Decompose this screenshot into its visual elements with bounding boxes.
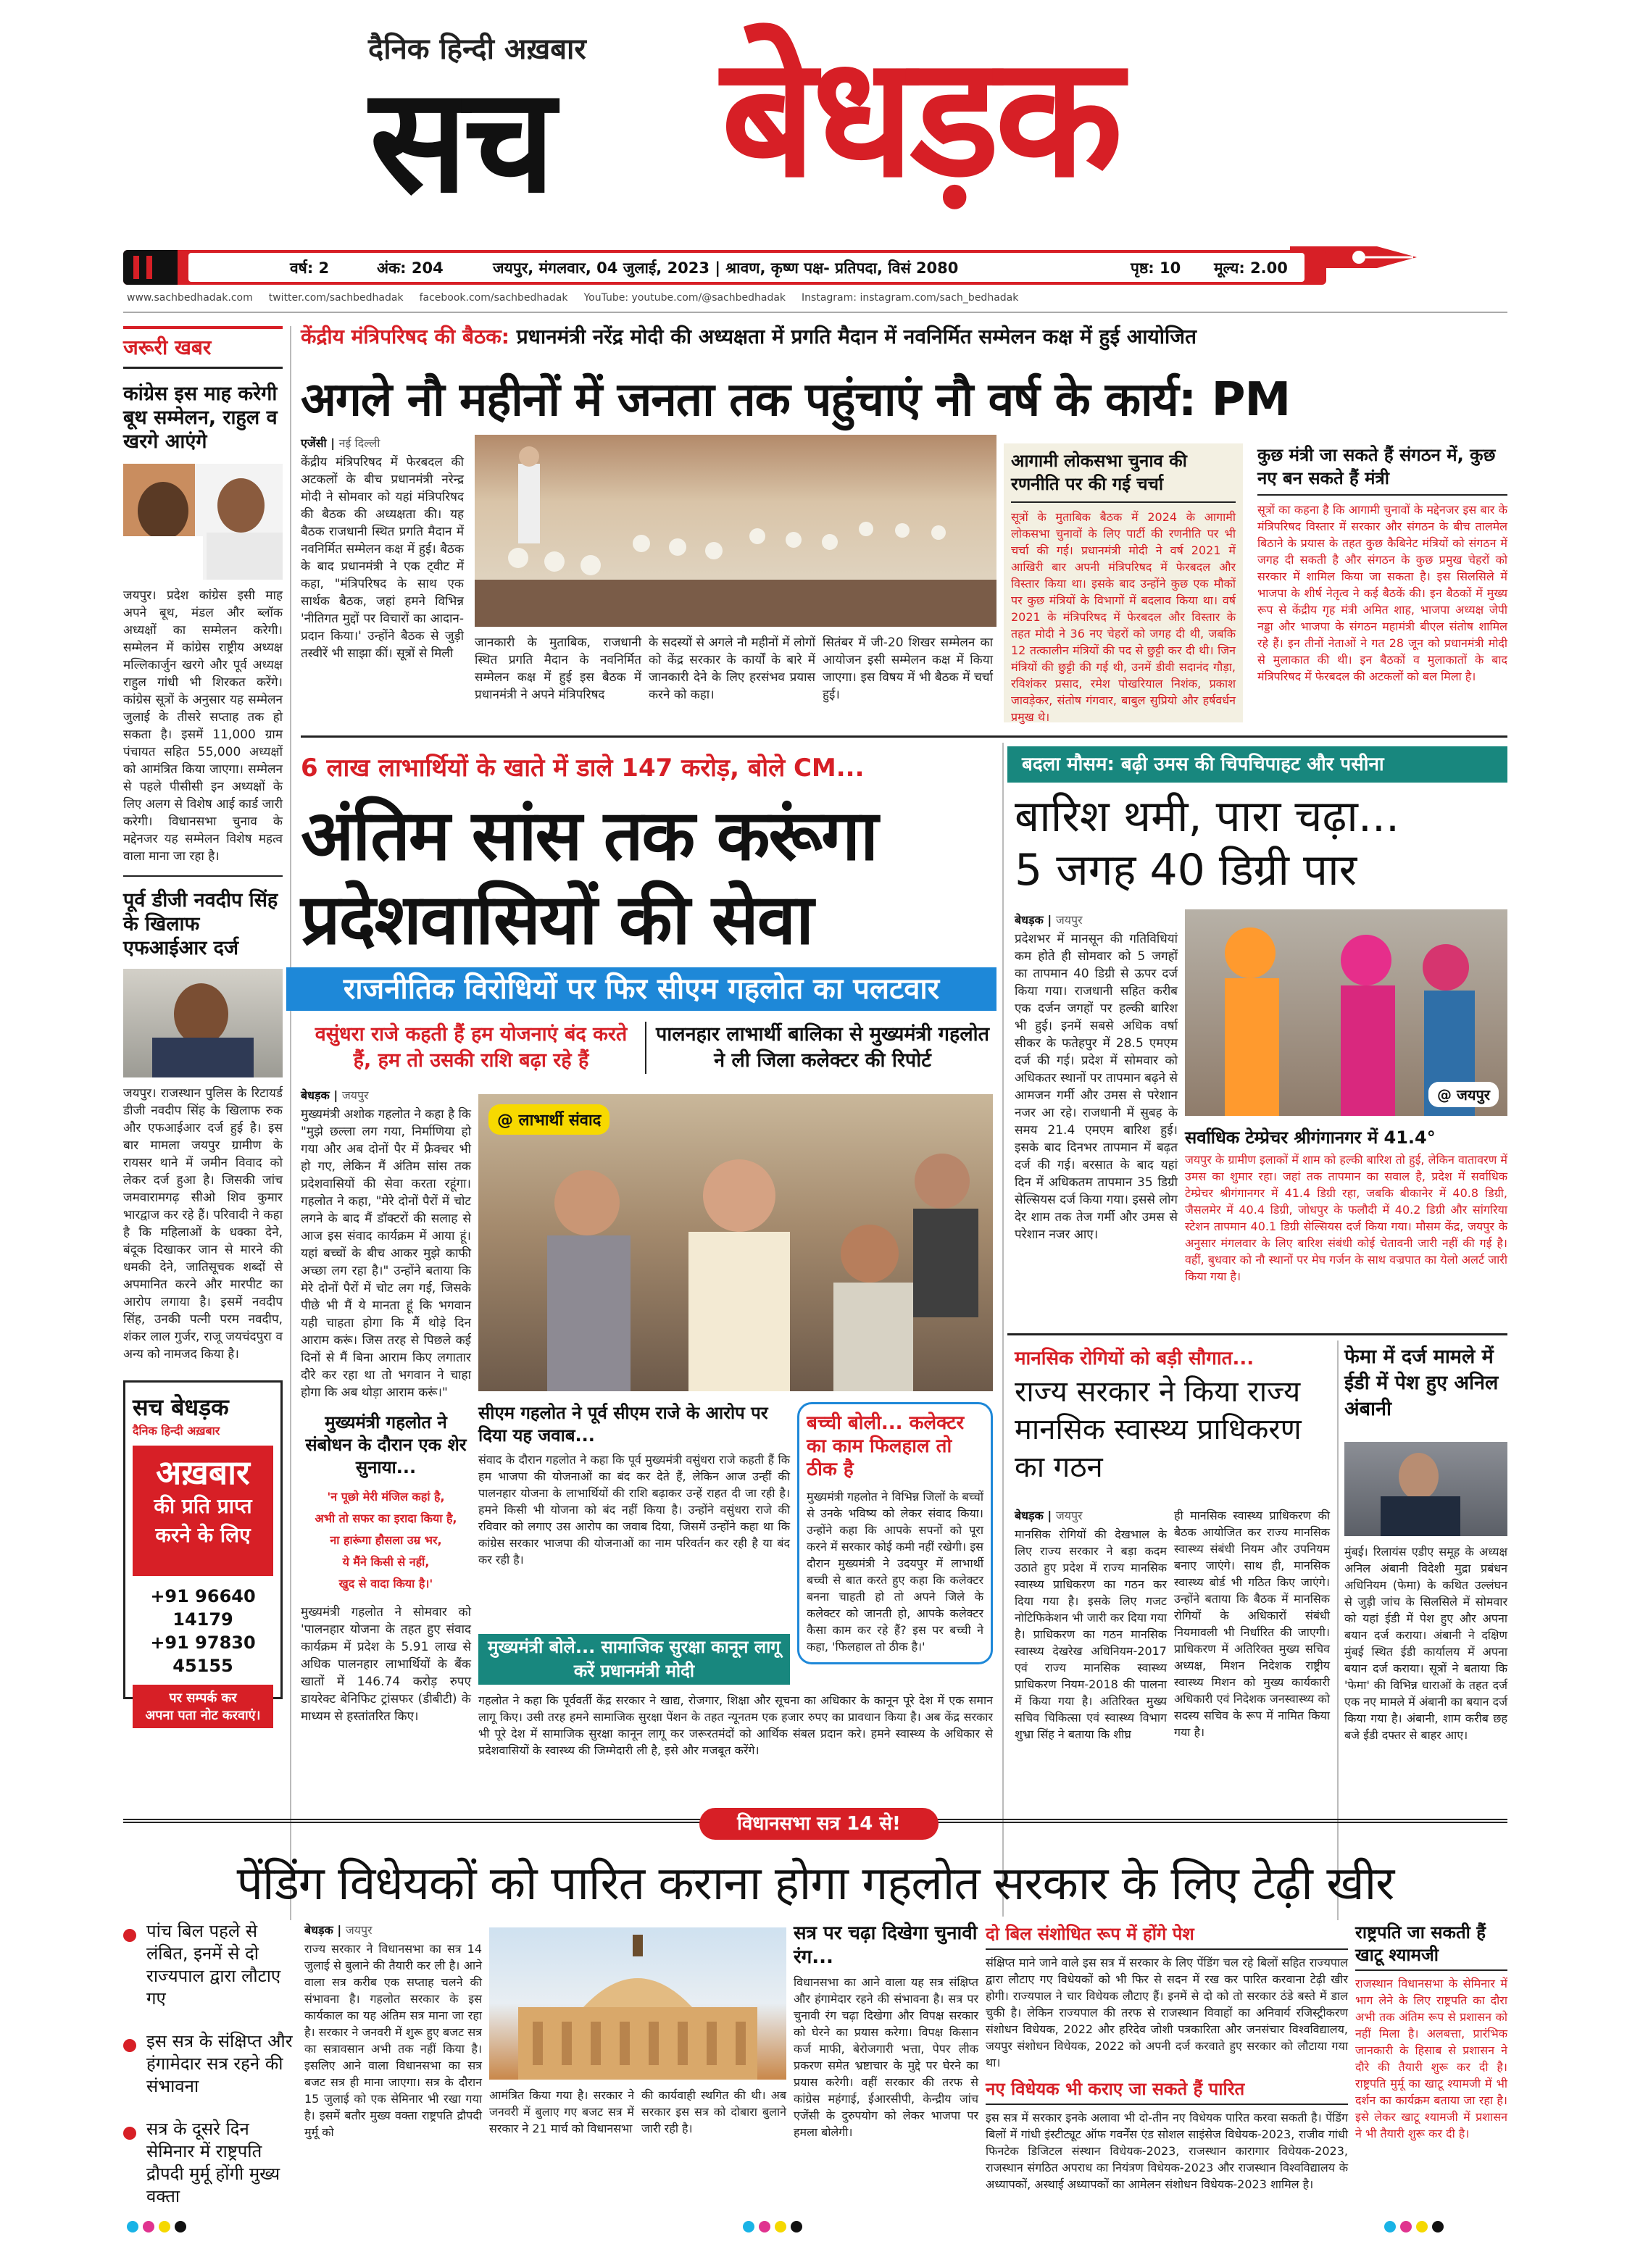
gehlot-sub1: वसुंधरा राजे कहती हैं हम योजनाएं बंद करते हैं, हम तो उसकी राशि बढ़ा रहे हैं <box>315 1023 628 1072</box>
instagram-link[interactable]: Instagram: instagram.com/sach_bedhadak <box>802 292 1019 304</box>
page-count: पृष्ठ: 10 <box>1131 259 1181 277</box>
weather-headline: बारिश थमी, पारा चढ़ा... 5 जगह 40 डिग्री पार <box>1015 791 1400 896</box>
navdeep-singh-photo <box>123 969 283 1077</box>
divider <box>123 312 1507 313</box>
president-body: राजस्थान विधानसभा के सेमिनार में भाग लेने के लिए राष्ट्रपति का दौरा अभी तक अंतिम रूप से प्रशासन को नहीं मिला है। अलबत्ता, प्रारंभिक जानकारी के हिसाब से प्रशासन ने दौरे की तैयारी शुरू कर दी है। राष्ट्रपति मुर्मू का खाटू श्यामजी में भी दर्शन का कार्यक्रम बताया जा रहा है। इसे लेकर खाटू श्यामजी में प्रशासन ने भी तैयारी शुरू कर दी है। <box>1355 1977 1507 2140</box>
two-bills-body: संक्षिप्त माने जाने वाले इस सत्र में सरकार के लिए पेंडिंग चल रहे बिलों सहित राज्यपाल द्वारा लौटाए गए विधेयकों को भी फिर से सदन में रख कर पारित करवाना टेढ़ी खीर होगी। राज्यपाल ने चार विधेयक लौटाए हैं। इनमें से दो को तो सरकार ठंडे बस्ते में डाल चुकी है। लेकिन राज्यपाल की तरफ से राजस्थान विवाहों का अनिवार्य रजिस्ट्रीकरण संशोधन विधेयक, 2022 और हरिदेव जोशी पत्रकारिता और जनसंचार विश्वविद्यालय, जयपुर संशोधन विधेयक, 2022 को अपनी दर्ज करवाते हुए सरकार को लौटाया गया था। <box>986 1956 1348 2069</box>
mental-col2: ही मानसिक स्वास्थ्य प्राधिकरण की बैठक आयोजित कर राज्य मानसिक स्वास्थ्य संबंधी नियम और उपनियम बनाए जाएंगे। साथ ही, मानसिक स्वास्थ्य बोर्ड भी गठित किए जाएंगे। उन्होंने बताया कि बैठक में मानसिक रोगियों के अधिकारों संबंधी नियमावली भी निर्धारित की जाएगी। प्राधिकरण में अतिरिक्त मुख्य सचिव अध्यक्ष, मिशन निदेशक राष्ट्रीय स्वास्थ्य मिशन को मुख्य कार्यकारी अधिकारी एवं निदेशक जनस्वास्थ्य को सदस्य सचिव के रूप में नामित किया गया है। <box>1174 1509 1330 1739</box>
ministers-title: कुछ मंत्री जा सकते हैं संगठन में, कुछ नए बन सकते हैं मंत्री <box>1257 443 1507 496</box>
twitter-link[interactable]: twitter.com/sachbedhadak <box>268 292 404 304</box>
election-strategy-box <box>1004 443 1243 722</box>
lead-kicker: केंद्रीय मंत्रिपरिषद की बैठक: प्रधानमंत्री नरेंद्र मोदी की अध्यक्षता में प्रगति मैदान में नवनिर्मित सम्मेलन कक्ष में हुई आयोजित <box>301 325 1197 349</box>
mental-col1: मानसिक रोगियों की देखभाल के लिए राज्य सरकार ने बड़ा कदम उठाते हुए प्रदेश में राज्य मानसिक स्वास्थ्य प्राधिकरण का गठन कर दिया गया है। इसके लिए गजट नोटिफिकेशन भी जारी कर दिया गया है। प्राधिकरण का गठन मानसिक स्वास्थ्य देखरेख अधिनियम-2017 एवं राज्य मानसिक स्वास्थ्य प्राधिकरण नियम-2018 की पालना में किया गया है। अतिरिक्त मुख्य सचिव चिकित्सा एवं स्वास्थ्य विभाग शुभ्रा सिंह ने बताया कि शीघ्र <box>1015 1527 1167 1741</box>
dateline-bar <box>123 250 1326 285</box>
gehlot-banner: राजनीतिक विरोधियों पर फिर सीएम गहलोत का पलटवार <box>286 967 996 1011</box>
lead-col4: सितंबर में जी-20 शिखर सम्मेलन का आयोजन इसी सम्मेलन कक्ष में किया जाएगा। इस विषय में भी बैठक में चर्चा हुई। <box>823 635 993 702</box>
gehlot-col1: मुख्यमंत्री अशोक गहलोत ने कहा है कि "मुझे छल्ला लग गया, निर्माणिया हो गया और अब दोनों पैर में फ्रैक्चर भी हो गए, लेकिन मैं अंतिम सांस तक प्रदेशवासियों की सेवा करता रहूंगा। गहलोत ने कहा, "मेरे दोनों पैरों में चोट लगने के बाद मैं डॉक्टरों की सलाह से आज इस संवाद कार्यक्रम में आया हूं। यहां बच्चों के बीच आकर मुझे काफी अच्छा लग रहा है।" उन्होंने बताया कि मेरे दोनों पैरों में चोट लग गई, जिसके पीछे भी मैं ये मानता हूं कि भगवान यही चाहता होगा कि मैं थोड़े दिन आराम करूं। जिस तरह से पिछले कई दिनों से मैं बिना आराम किए लगातार दौरे कर रहा था तो भगवान ने चाहा होगा कि अब थोड़ा आराम करूं।" <box>301 1107 471 1400</box>
poem-heading: मुख्यमंत्री गहलोत ने संबोधन के दौरान एक शेर सुनाया... <box>305 1412 467 1477</box>
social-security-banner: मुख्यमंत्री बोले... सामाजिक सुरक्षा कानून लागू करें प्रधानमंत्री मोदी <box>478 1634 790 1685</box>
registration-marks-center <box>743 2221 807 2235</box>
lead-col2: जानकारी के मुताबिक, राजधानी स्थित प्रगति मैदान के नवनिर्मित सम्मेलन कक्ष में हुई इस बैठक में प्रधानमंत्री ने अपने मंत्रिपरिषद <box>475 635 641 702</box>
gehlot-sub2: पालनहार लाभार्थी बालिका से मुख्यमंत्री गहलोत ने ली जिला कलेक्टर की रिपोर्ट <box>655 1023 990 1072</box>
assembly-bullets <box>123 1920 301 2228</box>
assembly-col3: की कार्यवाही स्थगित की थी। अब सरकार इस सत्र को दोबारा बुलाने जारी रही है। <box>641 2088 786 2135</box>
lead-col1: केंद्रीय मंत्रिपरिषद में फेरबदल की अटकलों के बीच प्रधानमंत्री नरेन्द्र मोदी ने सोमवार को यहां मंत्रिपरिषद की बैठक की अध्यक्षता की। यह बैठक राजधानी स्थित प्रगति मैदान में नवनिर्मित सम्मेलन कक्ष में हुई। बैठक के बाद प्रधानमंत्री ने एक ट्वीट में कहा, "मंत्रिपरिषद के साथ एक सार्थक बैठक, जहां हमने विभिन्न 'नीतिगत मुद्दों पर विचारों का आदान-प्रदान किया।' उन्होंने बैठक से जुड़ी तस्वीरें भी साझा कीं। सूत्रों से मिली <box>301 455 464 661</box>
mental-kicker: मानसिक रोगियों को बड़ी सौगात... <box>1015 1348 1254 1369</box>
election-strategy-title: आगामी लोकसभा चुनाव की रणनीति पर की गई चर्चा <box>1011 449 1236 503</box>
youtube-link[interactable]: YouTube: youtube.com/@sachbedhadak <box>583 292 786 304</box>
assembly-building-photo <box>489 1927 786 2080</box>
assembly-headline: पेंडिंग विधेयकों को पारित कराना होगा गहलोत सरकार के लिए टेढ़ी खीर <box>236 1857 1394 1911</box>
tagline: दैनिक हिन्दी अख़बार <box>368 32 586 66</box>
two-bills-title: दो बिल संशोधित रूप में होंगे पेश <box>986 1922 1348 1950</box>
masthead-name-red: बेधड़क <box>721 21 1119 214</box>
issue: अंक: 204 <box>377 259 444 277</box>
photo-tag: @ लाभार्थी संवाद <box>488 1104 609 1135</box>
sidebar-story1-headline: कांग्रेस इस माह करेगी बूथ सम्मेलन, राहुल व खरगे आएंगे <box>123 383 278 453</box>
raje-reply-title: सीएम गहलोत ने पूर्व सीएम राजे के आरोप पर दिया यह जवाब... <box>478 1403 768 1446</box>
price: मूल्य: 2.00 <box>1214 259 1288 277</box>
new-bills-body: इस सत्र में सरकार इनके अलावा भी दो-तीन नए विधेयक पारित करवा सकती है। पेंडिंग बिलों में गांधी इंस्टीट्यूट ऑफ गवर्नेंस एंड सोशल साइंसेज विधेयक-2023, राजीव गांधी फिनटेक डिजिटल संस्थान विधेयक-2023, राजस्थान कारागार विधेयक-2023, राजस्थान संगठित अपराध का नियंत्रण विधेयक-2023 और राजस्थान विश्वविद्यालय के अध्यापकों, अस्थाई अध्यापकों का आमेलन संशोधन विधेयक-2023 शामिल है। <box>986 2111 1348 2191</box>
volume: वर्ष: 2 <box>290 259 330 277</box>
ad-line2: करने के लिए <box>155 1523 251 1547</box>
subscription-ad <box>123 1380 283 1723</box>
weather-body: प्रदेशभर में मानसून की गतिविधियां कम होते ही सोमवार को 5 जगहों का तापमान 40 डिग्री से ऊपर दर्ज किया गया। राजधानी सहित करीब एक दर्जन जगहों पर हल्की बारिश भी हुई। इनमें सबसे अधिक वर्षा सीकर के फतेहपुर में 28.5 एमएम दर्ज की गई। प्रदेश में सोमवार को अधिकतर स्थानों पर तापमान बढ़ने से आमजन गर्मी और उमस से परेशान नजर आ रहे। राजधानी में सुबह के समय 21.4 एमएम बारिश हुई। इसके बाद दिनभर तापमान में बढ़त दर्ज की गई। बरसात के बाद यहां दिन में अधिकतम तापमान 35 डिग्री सेल्सियस दर्ज किया गया। इससे लोग देर शाम तक तेज गर्मी और उमस से परेशान नजर आए। <box>1015 932 1178 1242</box>
social-links <box>127 292 1018 304</box>
mental-headline: राज्य सरकार ने किया राज्य मानसिक स्वास्थ्य प्राधिकरण का गठन <box>1015 1375 1302 1484</box>
website-link[interactable]: www.sachbedhadak.com <box>127 292 253 304</box>
divider <box>301 735 1507 738</box>
anil-ambani-photo <box>1344 1442 1507 1536</box>
poem: 'न पूछो मेरी मंजिल कहां है, अभी तो सफर का इरादा किया है, ना हारूंगा हौसला उम्र भर, ये मैंने किसी से नहीं, खुद से वादा किया है।' <box>315 1490 457 1590</box>
lead-col3: के सदस्यों से अगले नौ महीनों में लोगों को केंद्र सरकार के कार्यों के बारे में जानकारी देने के लिए हरसंभव प्रयास करने को कहा। <box>649 635 815 702</box>
ad-footer2: अपना पता नोट करवाएं। <box>145 1708 261 1723</box>
registration-marks-left <box>127 2221 191 2235</box>
heat-women-photo <box>1185 909 1507 1116</box>
masthead-name-black: सच <box>370 57 552 225</box>
ad-logo-sub: दैनिक हिन्दी अख़बार <box>133 1424 220 1438</box>
ad-phone2[interactable]: +91 97830 45155 <box>150 1633 256 1676</box>
sidebar-story2-headline: पूर्व डीजी नवदीप सिंह के खिलाफ एफआईआर दर्ज <box>123 889 278 959</box>
gehlot-headline: अंतिम सांस तक करूंगा प्रदेशवासियों की सेवा <box>301 795 877 960</box>
column-divider <box>290 326 291 1920</box>
gehlot-col1b: मुख्यमंत्री गहलोत ने सोमवार को 'पालनहार योजना के तहत हुए संवाद कार्यक्रम में प्रदेश के 5.91 लाख से अधिक पालनहार लाभार्थियों के बैंक खातों में 146.74 करोड़ रुपए डायरेक्ट बेनिफिट ट्रांसफर (डीबीटी) के माध्यम से हस्तांतरित किए। <box>301 1605 471 1724</box>
new-bills-title: नए विधेयक भी कराए जा सकते हैं पारित <box>986 2077 1348 2105</box>
girl-quote-box <box>797 1402 993 1664</box>
kharge-rahul-photo <box>123 464 283 580</box>
ad-footer1: पर सम्पर्क कर <box>169 1690 237 1706</box>
cabinet-meeting-photo <box>475 435 996 627</box>
social-security-body: गहलोत ने कहा कि पूर्ववर्ती केंद्र सरकार ने खाद्य, रोजगार, शिक्षा और सूचना का अधिकार के कानून पूरे देश में एक समान लागू किए। उसी तरह हमने सामाजिक सुरक्षा पेंशन के तहत न्यूनतम एक हजार रुपए का प्रावधान किया है। अब केंद्र सरकार भी पूरे देश में सामाजिक सुरक्षा कानून लागू कर जरूरतमंदों को आर्थिक संबल प्रदान करे। हमने स्वास्थ्य के अधिकार से प्रदेशवासियों के स्वास्थ्य की जिम्मेदारी ली है, इसे और मजबूत करेंगे। <box>478 1693 993 1757</box>
sidebar-story1-body: जयपुर। प्रदेश कांग्रेस इसी माह अपने बूथ, मंडल और ब्लॉक अध्यक्षों का सम्मेलन करेगी। सम्मेलन में कांग्रेस राष्ट्रीय अध्यक्ष मल्लिकार्जुन खरगे और पूर्व अध्यक्ष राहुल गांधी भी शिरकत करेंगे। कांग्रेस सूत्रों के अनुसार यह सम्मेलन जुलाई के तीसरे सप्ताह तक हो सकता है। इसमें 11,000 ग्राम पंचायत सहित 55,000 अध्यक्षों को आमंत्रित किया जाएगा। सम्मेलन से पहले पीसीसी इन अध्यक्षों के लिए अलग से विशेष आई कार्ड जारी करेगी। विधानसभा चुनाव के मद्देनजर यह सम्मेलन विशेष महत्व वाला माना जा रहा है। <box>123 588 283 864</box>
girl-quote-body: मुख्यमंत्री गहलोत ने विभिन्न जिलों के बच्चों से उनके भविष्य को लेकर संवाद किया। उन्होंने कहा कि आपके सपनों को पूरा करने में सरकार कोई कमी नहीं रखेगी। इस दौरान मुख्यमंत्री ने उदयपुर में लाभार्थी बच्ची से बात करते हुए कहा कि कलेक्टर बनना चाहती हो तो अपने जिले के कलेक्टर को जानती हो, आपके कलेक्टर कैसा काम कर रहे हैं? इस पर बच्ची ने कहा, 'फिलहाल तो ठीक है।' <box>807 1490 983 1654</box>
top-temp-body: जयपुर के ग्रामीण इलाकों में शाम को हल्की बारिश तो हुई, लेकिन वातावरण में उमस का शुमार रहा। जहां तक तापमान का सवाल है, प्रदेश में सर्वाधिक टेम्प्रेचर श्रीगंगानगर में 41.4 डिग्री रहा, जबकि बीकानेर में 40.8 डिग्री, जैसलमेर में 40.4 डिग्री, जोधपुर के फलौदी में 40.2 डिग्री और सांगरिया स्टेशन तापमान 40.1 डिग्री सेल्सियस दर्ज किया गया। मौसम केंद्र, जयपुर के अनुसार मंगलवार के लिए बारिश संबंधी कोई चेतावनी जारी नहीं की गई है। वहीं, बुधवार को नौ स्थानों पर मेघ गर्जन के साथ वज्रपात का येलो अलर्ट जारी किया गया है। <box>1185 1153 1507 1283</box>
president-title: राष्ट्रपति जा सकती हैं खाटू श्यामजी <box>1355 1922 1507 1971</box>
bullet-item: इस सत्र के संक्षिप्त और हंगामेदार सत्र रहने की संभावना <box>123 2030 301 2098</box>
election-color-body: विधानसभा का आने वाला यह सत्र संक्षिप्त और हंगामेदार रहने की संभावना है। सत्र पर चुनावी रंग चढ़ा दिखेगा और विपक्ष सरकार को घेरने का प्रयास करेगा। विपक्ष किसान कर्ज माफी, बेरोजगारी भत्ता, पेपर लीक प्रकरण समेत भ्रष्टाचार के मुद्दे पर घेरने का प्रयास करेगी। वहीं सरकार की तरफ से कांग्रेस महंगाई, ईआरसीपी, केन्द्रीय जांच एजेंसी के दुरुपयोग को लेकर भाजपा पर हमला बोलेगी। <box>794 1975 978 2139</box>
bullet-item: पांच बिल पहले से लंबित, इनमें से दो राज्यपाल द्वारा लौटाए गए <box>123 1920 301 2010</box>
sidebar <box>123 326 283 1927</box>
masthead <box>0 0 1627 304</box>
assembly-col2: आमंत्रित किया गया है। सरकार ने जनवरी में बुलाए गए बजट सत्र में सरकार ने 21 मार्च को विधानसभा <box>489 2088 634 2135</box>
top-temp-title: सर्वाधिक टेम्प्रेचर श्रीगंगानगर में 41.4° <box>1185 1127 1436 1148</box>
date: जयपुर, मंगलवार, 04 जुलाई, 2023 | श्रावण, कृष्ण पक्ष- प्रतिपदा, विसं 2080 <box>493 259 959 277</box>
sidebar-heading: जरूरी खबर <box>123 326 283 361</box>
ambani-body: मुंबई। रिलायंस एडीए समूह के अध्यक्ष अनिल अंबानी विदेशी मुद्रा प्रबंधन अधिनियम (फेमा) के कथित उल्लंघन से जुड़ी जांच के सिलसिले में सोमवार को यहां ईडी में पेश हुए और अपना बयान दर्ज कराया। अंबानी ने दक्षिण मुंबई स्थित ईडी कार्यालय में अपना बयान दर्ज कराया। सूत्रों ने बताया कि 'फेमा' की विभिन्न धाराओं के तहत दर्ज एक नए मामले में अंबानी का बयान दर्ज किया गया है। अंबानी, शाम करीब छह बजे ईडी दफ्तर से बाहर आए। <box>1344 1545 1507 1742</box>
bullet-item: सत्र के दूसरे दिन सेमिनार में राष्ट्रपति द्रौपदी मुर्मू होंगी मुख्य वक्ता <box>123 2118 301 2208</box>
weather-band: बदला मौसम: बढ़ी उमस की चिपचिपाहट और पसीना <box>1007 746 1507 783</box>
assembly-col1: राज्य सरकार ने विधानसभा का सत्र 14 जुलाई से बुलाने की तैयारी कर ली है। आने वाला सत्र करीब एक सप्ताह चलने की संभावना है। गहलोत सरकार के इस कार्यकाल का यह अंतिम सत्र माना जा रहा है। सरकार ने जनवरी में शुरू हुए बजट सत्र का सत्रावसान अभी तक नहीं किया है। इसलिए आने वाला विधानसभा का सत्र बजट सत्र ही माना जाएगा। सत्र के दौरान 15 जुलाई को एक सेमिनार भी रखा गया है। इसमें बतौर मुख्य वक्ता राष्ट्रपति द्रौपदी मुर्मू को <box>304 1942 482 2139</box>
gehlot-beneficiary-photo <box>478 1094 993 1391</box>
raje-reply-body: संवाद के दौरान गहलोत ने कहा कि पूर्व मुख्यमंत्री वसुंधरा राजे कहती हैं कि हम भाजपा की योजनाओं का बंद कर देते हैं, लेकिन आज उन्हीं की पालनहार योजना के लाभार्थियों की राशि बढ़ाकर उन्हें राहत दी जा रही है। हमने किसी भी योजना को बंद नहीं किया है। उन्होंने वसुंधरा राजे की रविवार को लगाए उस आरोप का जवाब दिया, जिसमें उन्होंने कहा था कि कांग्रेस सरकार भाजपा की योजनाओं का नाम परिवर्तन कर रही है या बंद कर रही है। <box>478 1453 790 1567</box>
gehlot-kicker: 6 लाख लाभार्थियों के खाते में डाले 147 करोड़, बोले CM... <box>301 754 865 783</box>
registration-marks-right <box>1384 2221 1448 2235</box>
photo-tag: @ जयपुर <box>1428 1082 1499 1107</box>
ad-logo: सच बेधड़क <box>133 1393 229 1421</box>
election-color-title: सत्र पर चढ़ा दिखेगा चुनावी रंग... <box>794 1922 978 1968</box>
election-strategy-body: सूत्रों के मुताबिक बैठक में 2024 के आगामी लोकसभा चुनावों के लिए पार्टी की रणनीति पर भी चर्चा की गई। प्रधानमंत्री मोदी ने वर्ष 2021 में आखिरी बार अपनी मंत्रिपरिषद में फेरबदल और विस्तार किया था। इसके बाद उन्होंने कुछ एक मौकों पर कुछ मंत्रियों के विभागों में बदलाव किया था। वर्ष 2021 के मंत्रिपरिषद में फेरबदल और विस्तार के तहत मोदी ने 36 नए चेहरों को जगह दी थी, जबकि 12 तत्कालीन मंत्रियों की पद से छुट्टी कर दी थी। जिन मंत्रियों की छुट्टी की गई थी, उनमें डीवी सदानंद गौड़ा, रविशंकर प्रसाद, रमेश पोखरियाल निशंक, प्रकाश जावड़ेकर, संतोष गंगवार, बाबुल सुप्रियो और हर्षवर्धन प्रमुख थे। <box>1011 510 1236 724</box>
ad-phone1[interactable]: +91 96640 14179 <box>150 1586 256 1630</box>
facebook-link[interactable]: facebook.com/sachbedhadak <box>419 292 568 304</box>
ad-line1: की प्रति प्राप्त <box>154 1494 252 1518</box>
ambani-headline: फेमा में दर्ज मामले में ईडी में पेश हुए अनिल अंबानी <box>1344 1346 1499 1420</box>
ministers-body: सूत्रों का कहना है कि आगामी चुनावों के मद्देनजर इस बार के मंत्रिपरिषद विस्तार में सरकार और संगठन के बीच तालमेल बिठाने के प्रयास के तहत कुछ कैबिनेट मंत्रियों को संगठन में जगह दी सकती है और संगठन के कुछ प्रमुख चेहरों को सरकार में शामिल किया जा सकता है। इस सिलसिले में भाजपा के शीर्ष नेतृत्व ने कई बैठकें की। इन बैठकों में मुख्य रूप से केंद्रीय गृह मंत्री अमित शाह, भाजपा अध्यक्ष जेपी नड्डा और भाजपा के संगठन महामंत्री बीएल संतोष शामिल रहे हैं। इन तीनों नेताओं ने गत 28 जून को प्रधानमंत्री मोदी से मुलाकात की थी। इन बैठकों व मुलाकातों के बाद मंत्रिपरिषद में फेरबदल की अटकलों को बल मिला है। <box>1257 503 1507 683</box>
assembly-tag: विधानसभा सत्र 14 से! <box>699 1808 939 1840</box>
girl-quote-title: बच्ची बोली... कलेक्टर का काम फिलहाल तो ठीक है <box>807 1412 965 1480</box>
lead-headline: अगले नौ महीनों में जनता तक पहुंचाएं नौ वर्ष के कार्य: PM <box>301 373 1291 427</box>
lead-byline: एजेंसी | नई दिल्ली <box>301 436 380 450</box>
sidebar-story2-body: जयपुर। राजस्थान पुलिस के रिटायर्ड डीजी नवदीप सिंह के खिलाफ रुक और एफआईआर दर्ज हुई है। इस बार मामला जयपुर ग्रामीण के रायसर थाने में जमीन विवाद को लेकर दर्ज हुआ है। जिसकी जांच जमवारामगढ़ सीओ शिव कुमार भारद्वाज कर रहे हैं। परिवादी ने कहा है कि महिलाओं के धक्का देने, बंदूक दिखाकर जान से मारने की धमकी देने, जातिसूचक शब्दों से अपमानित करने और मारपीट का आरोप लगाया है। इसमें नवदीप सिंह, उनकी पत्नी परम नवदीप, शंकर लाल गुर्जर, राजू जयचंदपुरा व अन्य को नामजद किया है। <box>123 1086 283 1362</box>
ad-title: अख़बार <box>156 1453 250 1492</box>
